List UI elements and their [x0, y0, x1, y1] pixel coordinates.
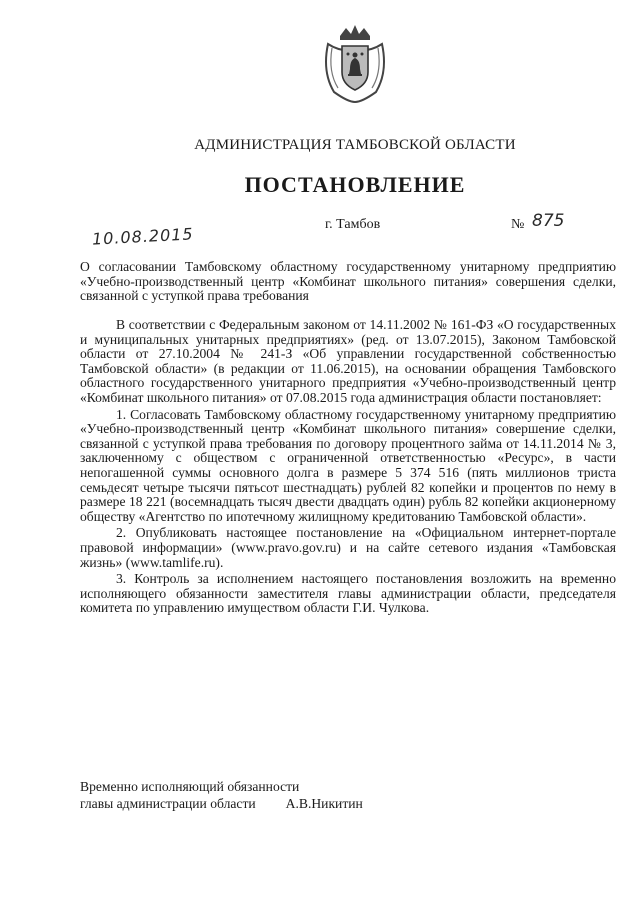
city-label: г. Тамбов: [325, 217, 381, 232]
body-intro-paragraph: В соответствии с Федеральным законом от 14.11.2002 № 161-ФЗ «О государственных и муниципальных унитарных предприятиях» (ред. от 13.07.2015), Законом Тамбовской области от 27.10.2004 № 241-З «Об управлении государственной собственностью Тамбовской области» (в редакции от 11.06.2015), на основании обращения Тамбовского областного государственного унитарного предприятия «Учебно-производственный центр «Комбинат школьного питания» от 07.08.2015 года администрация области постановляет:: [80, 317, 616, 405]
handwritten-number: 875: [532, 211, 565, 231]
document-body: [80, 318, 616, 618]
document-type-title: ПОСТАНОВЛЕНИЕ: [244, 172, 466, 197]
signature-position-line1: Временно исполняющий обязанности: [80, 779, 300, 794]
signature-position-text: главы администрации области: [80, 796, 256, 811]
coat-of-arms-emblem: [318, 22, 392, 104]
body-item-2: 2. Опубликовать настоящее постановление на «Официальном интернет-портале правовой информации» (www.pravo.gov.ru) и на сайте сетевого издания «Тамбовская жизнь» (www.tamlife.ru).: [80, 525, 616, 570]
signature-position-line2: [80, 795, 363, 812]
body-item-3: 3. Контроль за исполнением настоящего постановления возложить на временно исполняющего обязанности заместителя главы администрации области, председателя комитета по управлению имуществом области Г.И. Чулкова.: [80, 571, 616, 616]
body-item-1: 1. Согласовать Тамбовскому областному государственному унитарному предприятию «Учебно-производственный центр «Комбинат школьного питания» совершение сделки, связанной с уступкой права требования по договору процентного займа от 14.11.2014 № 3, заключенному с обществом с ограниченной ответственностью «Ресурс», в части непогашенной суммы основного долга в размере 5 374 516 (пять миллионов триста семьдесят четыре тысячи пятьсот шестнадцать) рублей 82 копейки и процентов по нему в размере 18 221 (восемнадцать тысяч двести двадцать один) рубль 82 копейки акционерному обществу «Агентство по ипотечному жилищному кредитованию Тамбовской области».: [80, 406, 616, 524]
number-label: №: [511, 217, 525, 232]
signature-block: [80, 778, 363, 812]
document-subject: О согласовании Тамбовскому областному государственному унитарному предприятию «Учебно-производственный центр «Комбинат школьного питания» совершения сделки, связанной с уступкой права требования: [80, 259, 616, 303]
handwritten-date: 10.08.2015: [91, 224, 195, 249]
signatory-name: А.В.Никитин: [285, 796, 363, 811]
authority-name: АДМИНИСТРАЦИЯ ТАМБОВСКОЙ ОБЛАСТИ: [194, 137, 516, 153]
